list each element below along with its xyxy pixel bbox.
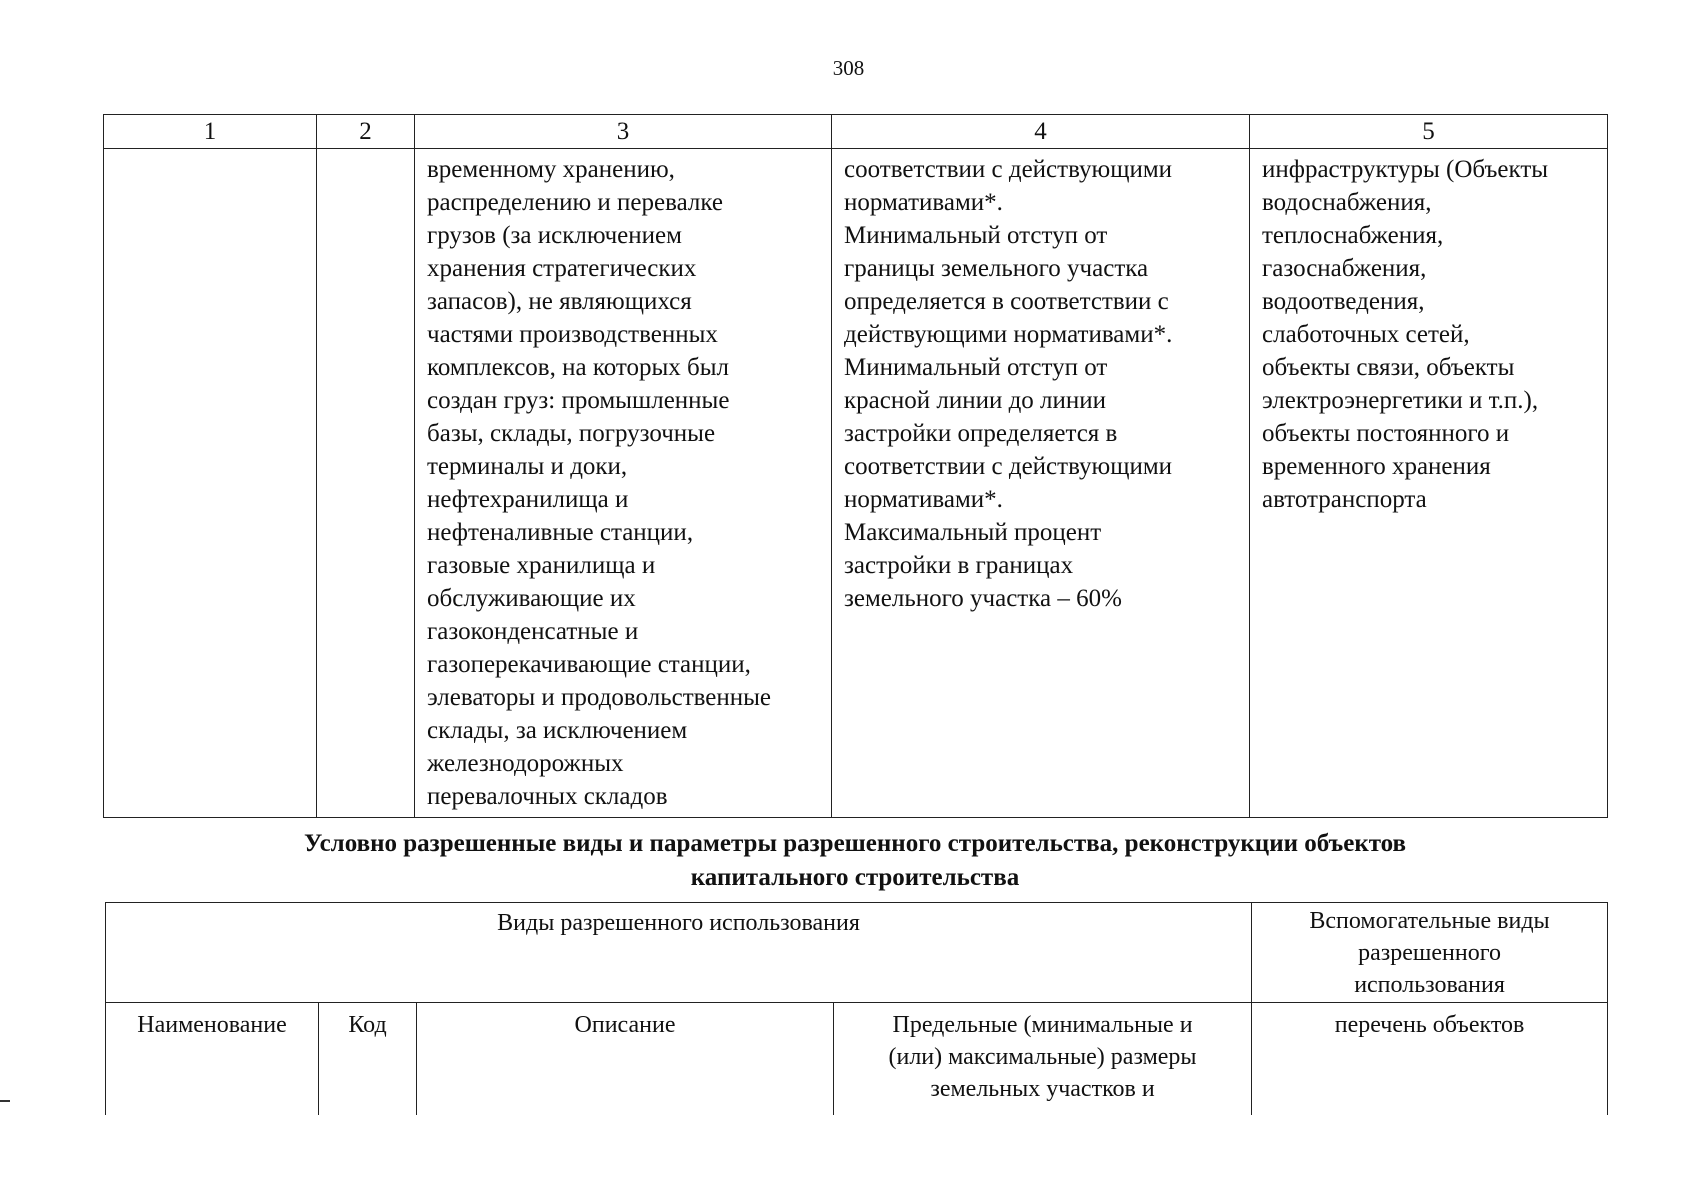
auxiliary-line: инфраструктуры (Объекты [1262, 156, 1549, 183]
objects-column-header: перечень объектов [1252, 1003, 1608, 1116]
description-line: частями производственных [427, 321, 718, 348]
description-line: создан груз: промышленные [427, 387, 730, 414]
description-column-header: Описание [417, 1003, 834, 1116]
description-line: базы, склады, погрузочные [427, 420, 716, 447]
auxiliary-header-line: разрешенного [1358, 940, 1501, 966]
description-line: нефтехранилища и [427, 486, 629, 513]
description-line: хранения стратегических [427, 255, 697, 282]
limits-header-line: (или) максимальные) размеры [888, 1044, 1197, 1070]
margin-mark [0, 1100, 10, 1102]
parameters-line: соответствии с действующими [844, 453, 1173, 480]
description-line: комплексов, на которых был [427, 354, 730, 381]
table-row [104, 149, 1608, 818]
code-column-header: Код [319, 1003, 417, 1116]
auxiliary-header-line: Вспомогательные виды [1309, 908, 1550, 934]
description-line: грузов (за исключением [427, 222, 682, 249]
cell-col-1 [104, 149, 317, 818]
parameters-line: застройки в границах [844, 552, 1074, 579]
section-heading-line-2: капитального строительства [690, 864, 1020, 891]
parameters-line: застройки определяется в [844, 420, 1118, 447]
column-header-row [106, 1003, 1608, 1116]
description-line: нефтеналивные станции, [427, 519, 694, 546]
cell-description [415, 149, 832, 818]
permitted-uses-header: Виды разрешенного использования [106, 903, 1252, 1003]
conditional-uses-table [105, 902, 1608, 1115]
description-line: склады, за исключением [427, 717, 688, 744]
auxiliary-line: объекты связи, объекты [1262, 354, 1515, 381]
auxiliary-line: слаботочных сетей, [1262, 321, 1470, 348]
auxiliary-line: теплоснабжения, [1262, 222, 1444, 249]
auxiliary-header-line: использования [1354, 972, 1505, 998]
section-heading [103, 827, 1607, 895]
parameters-line: границы земельного участка [844, 255, 1149, 282]
column-number-5: 5 [1250, 115, 1608, 149]
parameters-line: Максимальный процент [844, 519, 1102, 546]
description-line: газоперекачивающие станции, [427, 651, 751, 678]
name-column-header: Наименование [106, 1003, 319, 1116]
parameters-line: определяется в соответствии с [844, 288, 1169, 315]
page-number: 308 [832, 56, 865, 80]
description-line: газовые хранилища и [427, 552, 656, 579]
auxiliary-line: водоснабжения, [1262, 189, 1432, 216]
cell-col-2 [317, 149, 415, 818]
cell-auxiliary-uses [1250, 149, 1608, 818]
parameters-line: Минимальный отступ от [844, 222, 1108, 249]
description-line: газоконденсатные и [427, 618, 639, 645]
auxiliary-line: газоснабжения, [1262, 255, 1427, 282]
column-number-4: 4 [832, 115, 1250, 149]
parameters-line: действующими нормативами*. [844, 321, 1173, 348]
description-line: элеваторы и продовольственные [427, 684, 772, 711]
column-number-row [104, 115, 1608, 149]
cell-parameters [832, 149, 1250, 818]
description-line: перевалочных складов [427, 783, 668, 810]
column-number-1: 1 [104, 115, 317, 149]
parameters-line: соответствии с действующими [844, 156, 1173, 183]
parameters-line: Минимальный отступ от [844, 354, 1108, 381]
auxiliary-line: водоотведения, [1262, 288, 1425, 315]
column-number-3: 3 [415, 115, 832, 149]
description-line: обслуживающие их [427, 585, 636, 612]
limits-column-header [834, 1003, 1252, 1116]
auxiliary-line: временного хранения [1262, 453, 1491, 480]
parameters-line: нормативами*. [844, 189, 1003, 216]
main-table [103, 114, 1608, 818]
column-number-2: 2 [317, 115, 415, 149]
auxiliary-line: объекты постоянного и [1262, 420, 1510, 447]
auxiliary-uses-header [1252, 903, 1608, 1003]
description-line: распределению и перевалке [427, 189, 723, 216]
limits-header-line: Предельные (минимальные и [892, 1012, 1193, 1038]
group-header-row [106, 903, 1608, 1003]
parameters-line: красной линии до линии [844, 387, 1107, 414]
description-line: железнодорожных [427, 750, 624, 777]
description-line: запасов), не являющихся [427, 288, 692, 315]
description-line: временному хранению, [427, 156, 675, 183]
parameters-line: нормативами*. [844, 486, 1003, 513]
auxiliary-line: автотранспорта [1262, 486, 1427, 513]
section-heading-line-1: Условно разрешенные виды и параметры разрешенного строительства, реконструкции объектов [303, 830, 1407, 857]
description-line: терминалы и доки, [427, 453, 628, 480]
limits-header-line: земельных участков и [930, 1076, 1155, 1102]
auxiliary-line: электроэнергетики и т.п.), [1262, 387, 1539, 414]
parameters-line: земельного участка – 60% [844, 585, 1122, 612]
